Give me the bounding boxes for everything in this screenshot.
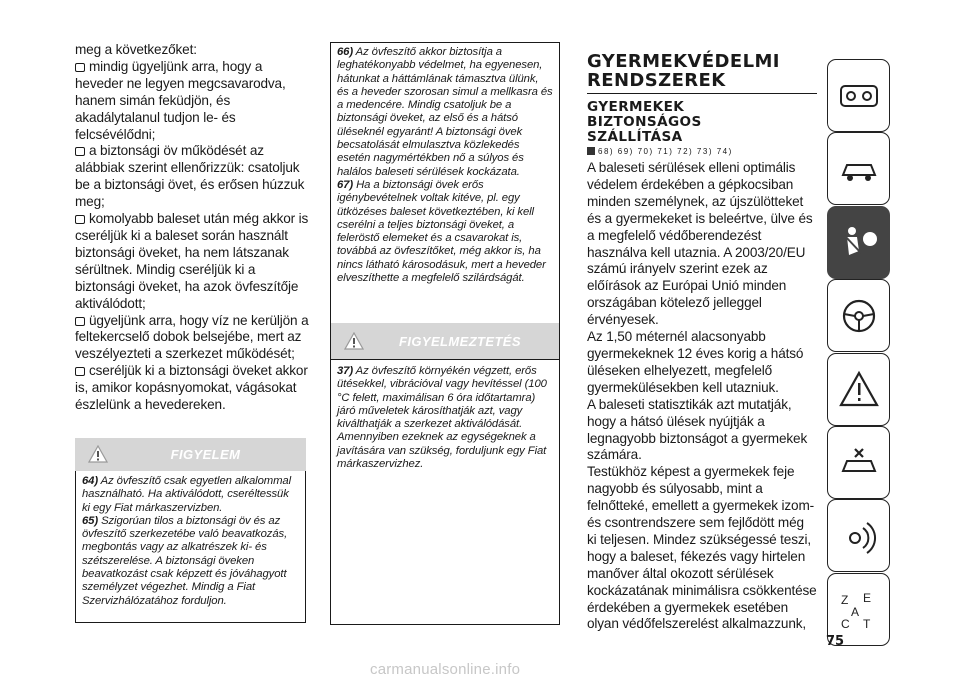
note-number: 66) [337,46,354,58]
svg-text:A: A [851,604,860,619]
note-number: 64) [82,475,99,487]
paragraph: Az 1,50 méternél alacsonyabb gyermekeknek 12 éves korig a hátsó üléseken elhelyezett, megfelelő gyermekülésekben kell utazniuk. [587,329,804,395]
reference-numbers [587,147,817,156]
tab-dashboard[interactable] [827,59,890,132]
multimedia-icon [837,514,881,558]
title-rule [587,93,817,94]
bullet-text: mindig ügyeljünk arra, hogy a heveder ne legyen megcsavarodva, hanem simán feküdjön, és akadálytalanul tudjon le- és felcsévélődni; [75,58,286,142]
paragraph: A baleseti statisztikák azt mutatják, hogy a hátsó ülések nyújtják a legnagyobb biztonságot a gyermekek számára. [587,396,808,463]
tab-knowing-car[interactable] [827,132,890,205]
paragraph: A baleseti sérülések elleni optimális védelem érdekében a gépkocsiban minden személynek, az újszülötteket és a gyermekeket is beleértve, ülve és a megfelelő védőberendezést használva kell utaznia. A 2003/20/EU számú irányelv szerint ezek az előírások az Európai Unió minden országában kötelező jelleggel érvényesek. [587,160,813,328]
warning-box [75,438,306,623]
tab-emergency[interactable] [827,353,890,426]
chapter-tabs [827,59,890,646]
note-item [337,46,553,179]
note-text: Ha a biztonsági övek erős igénybevételnek voltak kitéve, pl. egy ütközéses baleset következtében, ki kell cserélni a teljes biztonsági öveket, a feleröstő elemeket és a csavarokat is, továbbá az övfeszítőket, még akkor is, ha nincs látható károsodásuk, mert a heveder elveszíthette a megfelelő szilárdságát. [337,178,546,285]
svg-text:T: T [863,616,871,631]
text-line: meg a következőket: [75,42,197,57]
page-number: 75 [826,634,845,649]
svg-text:Z: Z [841,592,849,607]
warning-triangle-icon [837,368,881,412]
caution-box [331,323,559,471]
note-number: 37) [337,365,354,377]
note-text: Az övfeszítő akkor biztosítja a leghatékonyabb védelmet, ha egyenesen, hátunkat a háttámlának támasztva ülünk, és a heveder szorosan simul a mellkasra és a medencére. Mindig csatoljuk be a biztonsági öveket, az első és a hátsó üléseknél egyaránt! A biztonsági övek becsatolását elmulasztva közlekedés esetén nagymértékben nő a súlyos és halálos baleseti sérülések kockázata. [337,46,553,178]
bullet-item [75,363,310,414]
note-number: 67) [337,178,354,191]
tab-safety[interactable] [827,206,890,279]
bullet-square-icon [75,317,85,326]
tab-maintenance[interactable] [827,426,890,499]
column-2-box [330,42,560,625]
bullet-square-icon [75,367,85,376]
bullet-square-icon [75,63,85,72]
note-item [82,475,299,515]
note-number: 65) [82,514,99,527]
bullet-text: ügyeljünk arra, hogy víz ne kerüljön a feltekercselő dobok belsejébe, mert az veszélyezteti a szerkezet működését; [75,312,309,362]
column-3 [587,52,817,633]
seatbelt-airbag-icon [837,221,881,265]
body-text [587,160,817,633]
bullet-item [75,211,310,312]
caution-box-title: FIGYELMEZTETÉS [399,334,521,349]
note-item [337,179,553,285]
caution-box-header [331,323,559,359]
section-title: GYERMEKVÉDELMI RENDSZEREK [587,51,780,91]
bullet-square-icon [75,215,85,224]
car-service-icon [837,441,881,485]
note-item [82,515,299,608]
watermark: carmanualsonline.info [370,661,521,678]
tab-starting-driving[interactable] [827,279,890,352]
note-text: Az övfeszítő környékén végzett, erős ütésekkel, vibrációval vagy hevítéssel (100 °C felett, maximálisan 6 óra időtartamra) járó műveletek károsíthatják azt, vagy kiválthatják a szerkezet aktiválódását. Amennyiben ezeknek az egységeknek a javítására van szükség, forduljunk egy Fiat márkaszervizhez. [337,365,547,471]
key-car-icon [837,147,881,191]
subsection-title: GYERMEKEK BIZTONSÁGOS SZÁLLÍTÁSA [587,99,702,145]
warning-notes [76,471,305,614]
tab-multimedia[interactable] [827,499,890,572]
bullet-item [75,313,310,364]
reference-text: 68) 69) 70) 71) 72) 73) 74) [598,147,733,156]
bullet-item [75,143,310,211]
warning-box-title: FIGYELEM [170,447,241,462]
note-text: Az övfeszítő csak egyetlen alkalommal használható. Ha aktiválódott, cseréltessük ki egy Fiat márkaszervizben. [82,475,291,514]
car-dashboard-icon [837,74,881,118]
alphabet-index-icon [837,588,881,632]
column-1 [75,42,310,607]
notes-top [331,43,559,285]
note-item [337,365,553,471]
bullet-text: cseréljük ki a biztonsági öveket akkor is, amikor kopásnyomokat, vágásokat észlelünk a hevedereken. [75,363,308,413]
steering-wheel-icon [837,294,881,338]
paragraph [75,42,310,59]
note-text: Szigorúan tilos a biztonsági öv és az övfeszítő szerkezetébe való beavatkozás, megbontás vagy az alkatrészek ki- és szétszerelése. A biztonsági öveken beavatkozást csak képzett és jóváhagyott személyzet végezhet. Mindig a Fiat Szervizhálózatához forduljon. [82,514,288,607]
caution-notes [331,359,559,471]
body-text [75,42,310,414]
svg-text:E: E [863,590,872,605]
paragraph: Testükhöz képest a gyermekek feje nagyobb és súlyosabb, mint a felnőtteké, emellett a gyermekek izom- és csontrendszere sem fejlődött még ki teljesen. Mindez szükségessé teszi, hogy a baleset, fékezés vagy hirtelen manőver által okozott sérülések kockázatának minimálisra csökkentése érdekében a gyermekek esetében olyan védőfelszerelést alkalmazzunk, [587,464,817,632]
warning-box-body [75,471,306,623]
warning-box-header [75,438,306,471]
bullet-text: komolyabb baleset után még akkor is cseréljük ki a baleset során használt biztonsági öveket, ha nem látszanak sérültnek. Mindig cseréljük ki a biztonsági öveket, ha azok övfeszítője aktiválódott; [75,211,309,311]
svg-text:C: C [841,616,850,631]
bullet-item [75,59,310,144]
bullet-square-icon [75,147,85,156]
reference-marker-icon [587,147,595,155]
bullet-text: a biztonsági öv működését az alábbiak szerint ellenőrizzük: csatoljuk be a biztonsági övet, és erősen húzzuk meg; [75,143,305,210]
